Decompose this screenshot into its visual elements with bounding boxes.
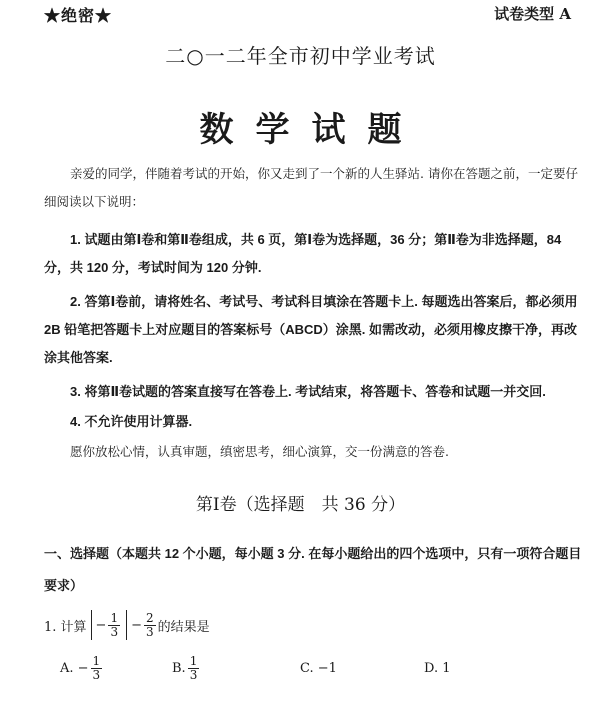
section-heading: 第Ⅰ卷（选择题 共 36 分） [195, 495, 406, 515]
abs-numerator: 1 [110, 610, 119, 625]
abs-sign: − [95, 617, 107, 633]
option-b-denominator: 3 [189, 668, 198, 682]
question-group-heading: 一、选择题（本题共 12 个小题，每小题 3 分. 在每小题给出的四个选项中，只有一项符合题目要求） [44, 546, 582, 593]
rule-1: 1. 试题由第Ⅰ卷和第Ⅱ卷组成，共 6 页，第Ⅰ卷为选择题，36 分；第Ⅱ卷为非选择题，84 分，共 120 分，考试时间为 120 分钟. [44, 232, 562, 275]
minus-sign: − [131, 617, 142, 633]
option-a-fraction [91, 655, 103, 682]
option-a-numerator: 1 [92, 654, 101, 668]
fraction [144, 612, 156, 639]
abs-fraction [108, 612, 120, 639]
exam-title: 二○一二年全市初中学业考试 [165, 44, 436, 68]
rule-3: 3. 将第Ⅱ卷试题的答案直接写在答卷上. 考试结束，将答题卡、答卷和试题一并交回. [70, 384, 546, 399]
fraction-numerator: 2 [146, 610, 154, 625]
paper-type: 试卷类型 A [494, 5, 571, 23]
option-b-label: B. [172, 661, 186, 676]
fraction-denominator: 3 [146, 624, 154, 639]
question-1-suffix: 的结果是 [157, 619, 210, 635]
option-d: D. 1 [424, 661, 451, 676]
question-1-prefix: 1. 计算 [44, 619, 87, 635]
subject-title: 数学试题 [199, 110, 424, 150]
option-b-numerator: 1 [189, 654, 198, 668]
option-b-fraction [188, 655, 200, 682]
option-a-label: A. − [60, 661, 89, 676]
rule-2: 2. 答第Ⅰ卷前，请将姓名、考试号、考试科目填涂在答题卡上. 每题选出答案后，都必须用 2B 铅笔把答题卡上对应题目的答案标号（ABCD）涂黑. 如需改动，必须用橡皮擦干净，再改涂其他答案. [44, 294, 578, 365]
question-1 [44, 610, 210, 640]
intro-text: 亲爱的同学，伴随着考试的开始，你又走到了一个新的人生驿站. 请你在答题之前，一定要仔细阅读以下说明： [44, 166, 578, 209]
abs-denominator: 3 [110, 624, 119, 639]
option-a-denominator: 3 [92, 668, 101, 682]
question-1-options [60, 655, 580, 682]
option-a [60, 655, 172, 682]
option-c: C. −1 [300, 661, 337, 676]
absolute-value [91, 610, 128, 640]
option-b [172, 655, 300, 682]
secret-mark: ★绝密★ [44, 6, 113, 25]
rule-4: 4. 不允许使用计算器. [70, 414, 193, 429]
closing-text: 愿你放松心情，认真审题，缜密思考，细心演算，交一份满意的答卷. [70, 444, 449, 459]
